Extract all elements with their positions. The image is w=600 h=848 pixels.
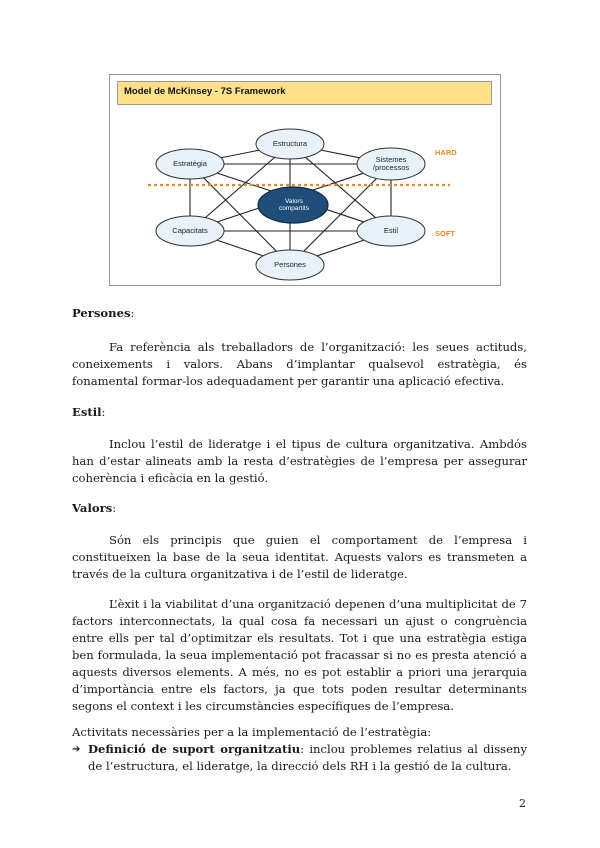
page-number: 2 (519, 797, 526, 810)
section-persones-body (72, 339, 527, 390)
hard-label: HARD (435, 148, 457, 157)
label-estil: Estil (383, 226, 399, 235)
7s-diagram (110, 75, 500, 285)
heading-persones-colon: : (130, 306, 135, 320)
mckinsey-7s-figure (109, 74, 501, 286)
activities-intro: Activitats necessàries per a la implementació de l’estratègia: (72, 725, 432, 739)
closing-section (72, 596, 527, 715)
label-valors-line2: compartits (279, 205, 309, 212)
figure-title-bar (117, 81, 492, 105)
heading-estil (72, 405, 105, 419)
estil-paragraph: Inclou l’estil de lideratge i el tipus de cultura organitzativa. Ambdós han d’estar alineats amb la resta d’estratègies de l’empresa per assegurar coherència i eficàcia en la gestió. (72, 437, 527, 485)
persones-paragraph: Fa referència als treballadors de l’organització: les seues actituds, coneixements i valors. Abans d’implantar qualsevol estratègia, és fonamental formar-los adequadament per garantir una aplicació efectiva. (72, 340, 527, 388)
heading-persones-text: Persones (72, 306, 131, 320)
activities-intro-block (72, 724, 527, 741)
activity-bold-term: Definició de suport organitzatiu (88, 742, 301, 756)
figure-title: Model de McKinsey - 7S Framework (124, 86, 286, 97)
label-sistemes-line1: Sistemes (375, 155, 407, 164)
activity-bullet-item (72, 741, 527, 775)
section-valors-body (72, 532, 527, 583)
arrow-icon: ➔ (72, 744, 81, 755)
label-sistemes-line2: /processos (372, 163, 410, 172)
label-valors-line1: Valors (285, 198, 303, 205)
section-estil-body (72, 436, 527, 487)
heading-estil-colon: : (101, 405, 106, 419)
label-sistemes (357, 156, 425, 172)
label-estructura: Estructura (272, 139, 308, 148)
heading-estil-text: Estil (72, 405, 102, 419)
label-capacitats: Capacitats (172, 226, 208, 235)
label-persones: Persones (274, 260, 306, 269)
valors-paragraph: Són els principis que guien el comportament de l’empresa i constitueixen la base de la seua identitat. Aquests valors es transmeten a través de la cultura organitzativa i de l’estil de lideratge. (72, 533, 527, 581)
heading-valors-text: Valors (72, 501, 113, 515)
label-estrategia: Estratègia (173, 159, 207, 168)
soft-label: SOFT (435, 229, 455, 238)
label-valors (260, 198, 328, 212)
activity-description: : inclou problemes relatius al disseny de l’estructura, el lideratge, la direcció dels RH i la gestió de la cultura. (88, 742, 527, 773)
heading-valors-colon: : (112, 501, 117, 515)
closing-paragraph: L’èxit i la viabilitat d’una organització depenen d’una multiplicitat de 7 factors interconnectats, la qual cosa fa necessari un ajust o congruència entre ells per tal d’optimitzar els resultats. Tot i que una estratègia estiga ben formulada, la seua implementació pot fracassar si no es presta atenció a aquests diversos elements. A més, no es pot establir a priori una jerarquia d’importància entre els factors, ja que tots poden resultar determinants segons el context i les circumstàncies específiques de l’empresa. (72, 597, 527, 713)
heading-valors (72, 501, 116, 515)
heading-persones (72, 306, 134, 320)
